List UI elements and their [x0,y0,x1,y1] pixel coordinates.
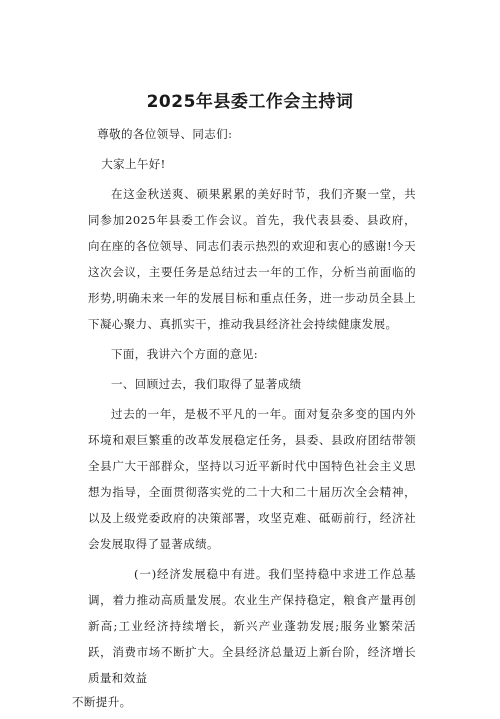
paragraph-review: 过去的一年，是极不平凡的一年。面对复杂多变的国内外环境和艰巨繁重的改革发展稳定任务，县委、县政府团结带领全县广大干部群众，坚持以习近平新时代中国特色社会主义思想为指导，全面贯彻落实党的二十大和二十届历次全会精神，以及上级党委政府的决策部署，攻坚克难、砥砺前行，经济社会发展取得了显著成绩。 [88,407,416,551]
paragraph-economy: (一)经济发展稳中有进。我们坚持稳中求进工作总基调，着力推动高质量发展。农业生产保持稳定，粮食产量再创新高;工业经济持续增长，新兴产业蓬勃发展;服务业繁荣活跃，消费市场不断扩大。全县经济总量迈上新台阶，经济增长质量和效益 [88,567,416,685]
document-body [72,121,416,719]
document-title: 2025年县委工作会主持词 [146,92,354,112]
section-heading-one: 一、回顾过去，我们取得了显著成绩 [111,377,302,391]
paragraph-intro: 下面，我讲六个方面的意见: [111,347,259,361]
paragraph-economy-tail: 不断提升。 [72,695,132,709]
paragraph-opening: 在这金秋送爽、硕果累累的美好时节，我们齐聚一堂，共同参加2025年县委工作会议。首先，我代表县委、县政府，向在座的各位领导、同志们表示热烈的欢迎和衷心的感谢!今天这次会议，主要任务是总结过去一年的工作，分析当前面临的形势,明确未来一年的发展目标和重点任务，进一步动员全县上下凝心聚力、真抓实干，推动我县经济社会持续健康发展。 [88,187,416,331]
greeting: 大家上午好! [101,157,166,171]
salutation: 尊敬的各位领导、同志们: [97,127,233,141]
